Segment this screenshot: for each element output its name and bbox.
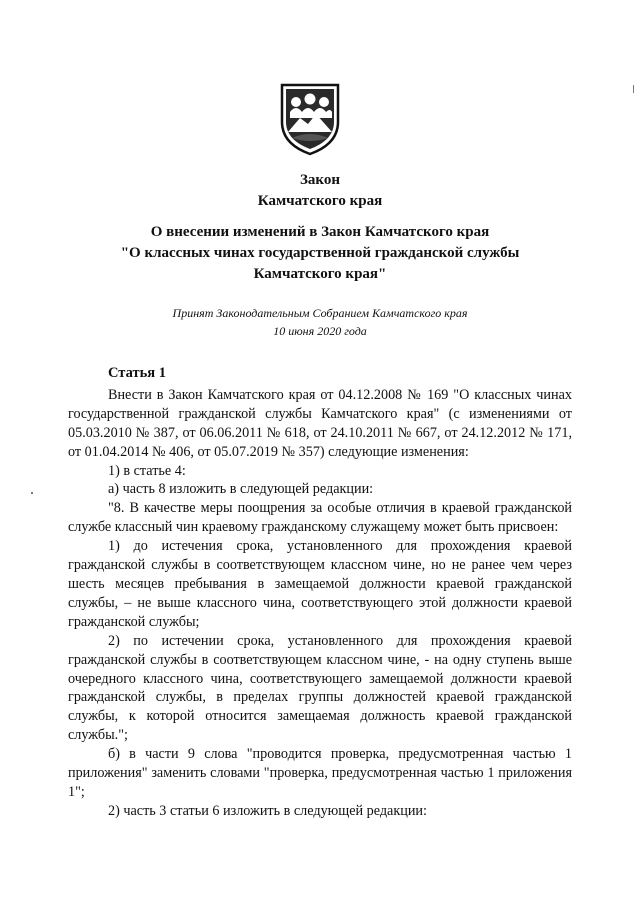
scan-speck — [633, 85, 634, 93]
body-paragraph: 2) часть 3 статьи 6 изложить в следующей редакции: — [108, 802, 427, 819]
body-paragraph: 1) в статье 4: — [108, 462, 186, 479]
adoption-date: 10 июня 2020 года — [273, 324, 367, 338]
subject-line: О внесении изменений в Закон Камчатского края — [150, 224, 490, 240]
law-title — [0, 170, 640, 212]
region-name: Камчатского края — [257, 193, 383, 209]
body-paragraph: б) в части 9 слова "проводится проверка, предусмотренная частью 1 приложения" заменить словами "проверка, предусмотренная частью 1 приложения 1"; — [68, 746, 572, 800]
law-subject — [0, 222, 640, 285]
article-title: Статья 1 — [108, 365, 166, 381]
adoption-note — [0, 304, 640, 340]
document-body — [68, 364, 572, 821]
subject-line: "О классных чинах государственной гражданской службы — [120, 245, 520, 261]
body-paragraph: а) часть 8 изложить в следующей редакции: — [108, 481, 374, 498]
body-paragraph: "8. В качестве меры поощрения за особые отличия в краевой гражданской службе классный чин краевому гражданскому служащему может быть присвоен: — [68, 500, 572, 536]
law-type: Закон — [299, 172, 340, 188]
body-paragraph: Внести в Закон Камчатского края от 04.12.2008 № 169 "О классных чинах государственной гражданской службы Камчатского края" (с изменениями от 05.03.2010 № 387, от 06.06.2011 № 618, от 24.10.2011 № 667, от 24.12.2012 № 171, от 01.04.2014 № 406, от 05.07.2019 № 357) следующие изменения: — [68, 386, 572, 460]
adoption-body: Принят Законодательным Собранием Камчатского края — [172, 306, 468, 320]
body-paragraph: 2) по истечении срока, установленного для прохождения краевой гражданской службы в соответствующем классном чине, - на одну ступень выше очередного классного чина, соответствующего замещаемой должности краевой гражданской службы, в пределах группы должностей краевой гражданской службы, к которой относится замещаемая должность краевой гражданской службы."; — [68, 632, 572, 744]
scan-speck — [31, 492, 33, 494]
subject-line: Камчатского края" — [253, 266, 387, 282]
body-paragraph: 1) до истечения срока, установленного для прохождения краевой гражданской службы в соответствующем классном чине, но не ранее чем через шесть месяцев пребывания в замещаемой должности краевой гражданской службы, – не выше классного чина, соответствующего этой должности краевой гражданской службы; — [68, 538, 572, 630]
kamchatka-coat-of-arms-icon — [278, 82, 342, 156]
